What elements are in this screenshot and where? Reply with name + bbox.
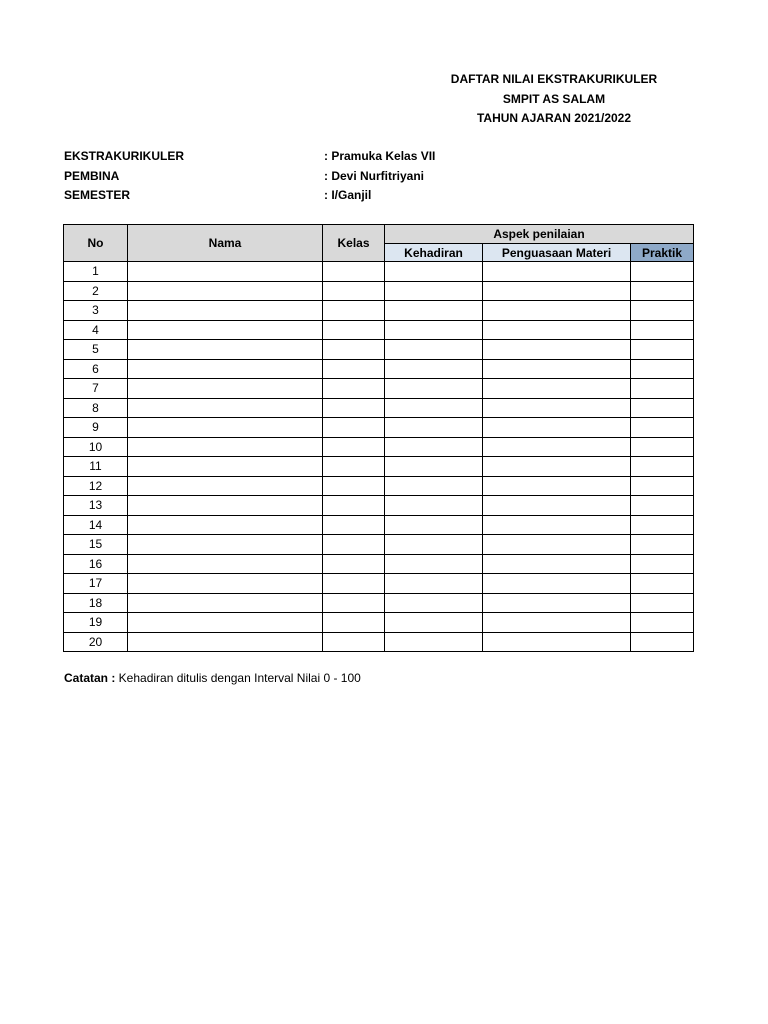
cell-no: 12 xyxy=(64,476,128,496)
table-row xyxy=(64,574,694,594)
table-row xyxy=(64,515,694,535)
document-title xyxy=(408,70,700,129)
cell-penguasaan-materi[interactable] xyxy=(483,379,631,399)
table-row xyxy=(64,320,694,340)
note-text: Kehadiran ditulis dengan Interval Nilai 0 - 100 xyxy=(115,671,361,685)
table-row xyxy=(64,632,694,652)
cell-praktik[interactable] xyxy=(631,613,694,633)
cell-penguasaan-materi[interactable] xyxy=(483,418,631,438)
cell-no: 7 xyxy=(64,379,128,399)
cell-kehadiran[interactable] xyxy=(385,457,483,477)
cell-kelas[interactable] xyxy=(323,340,385,360)
cell-kelas[interactable] xyxy=(323,574,385,594)
table-row xyxy=(64,476,694,496)
table-row xyxy=(64,262,694,282)
cell-no: 15 xyxy=(64,535,128,555)
cell-kehadiran[interactable] xyxy=(385,379,483,399)
cell-penguasaan-materi[interactable] xyxy=(483,593,631,613)
cell-praktik[interactable] xyxy=(631,593,694,613)
cell-penguasaan-materi[interactable] xyxy=(483,535,631,555)
cell-kehadiran[interactable] xyxy=(385,632,483,652)
cell-no: 4 xyxy=(64,320,128,340)
table-row xyxy=(64,457,694,477)
cell-kehadiran[interactable] xyxy=(385,320,483,340)
cell-penguasaan-materi[interactable] xyxy=(483,320,631,340)
cell-kelas[interactable] xyxy=(323,262,385,282)
cell-kelas[interactable] xyxy=(323,535,385,555)
cell-nama[interactable] xyxy=(128,574,323,594)
cell-nama[interactable] xyxy=(128,379,323,399)
meta-value: : Pramuka Kelas VII xyxy=(324,149,436,163)
cell-kelas[interactable] xyxy=(323,632,385,652)
cell-penguasaan-materi[interactable] xyxy=(483,262,631,282)
cell-nama[interactable] xyxy=(128,476,323,496)
meta-row-pembina xyxy=(64,167,524,187)
meta-row-semester xyxy=(64,186,524,206)
cell-kelas[interactable] xyxy=(323,613,385,633)
cell-no: 8 xyxy=(64,398,128,418)
cell-penguasaan-materi[interactable] xyxy=(483,476,631,496)
cell-kehadiran[interactable] xyxy=(385,613,483,633)
table-row xyxy=(64,398,694,418)
table-row xyxy=(64,379,694,399)
cell-kelas[interactable] xyxy=(323,496,385,516)
cell-penguasaan-materi[interactable] xyxy=(483,281,631,301)
table-row xyxy=(64,613,694,633)
cell-praktik[interactable] xyxy=(631,340,694,360)
cell-nama[interactable] xyxy=(128,535,323,555)
cell-nama[interactable] xyxy=(128,515,323,535)
cell-kelas[interactable] xyxy=(323,359,385,379)
cell-penguasaan-materi[interactable] xyxy=(483,554,631,574)
cell-kelas[interactable] xyxy=(323,320,385,340)
cell-praktik[interactable] xyxy=(631,379,694,399)
note-label: Catatan : xyxy=(64,671,116,685)
cell-no: 5 xyxy=(64,340,128,360)
cell-no: 2 xyxy=(64,281,128,301)
cell-kelas[interactable] xyxy=(323,301,385,321)
cell-praktik[interactable] xyxy=(631,515,694,535)
cell-nama[interactable] xyxy=(128,613,323,633)
meta-value: : I/Ganjil xyxy=(324,188,372,202)
meta-label: EKSTRAKURIKULER xyxy=(64,149,184,163)
cell-praktik[interactable] xyxy=(631,535,694,555)
table-row xyxy=(64,593,694,613)
cell-penguasaan-materi[interactable] xyxy=(483,496,631,516)
cell-penguasaan-materi[interactable] xyxy=(483,613,631,633)
cell-kehadiran[interactable] xyxy=(385,437,483,457)
cell-no: 18 xyxy=(64,593,128,613)
cell-no: 16 xyxy=(64,554,128,574)
cell-kelas[interactable] xyxy=(323,379,385,399)
meta-label: SEMESTER xyxy=(64,188,131,202)
cell-nama[interactable] xyxy=(128,457,323,477)
cell-kelas[interactable] xyxy=(323,457,385,477)
header-aspek-penilaian: Aspek penilaian xyxy=(385,225,694,244)
cell-nama[interactable] xyxy=(128,418,323,438)
cell-nama[interactable] xyxy=(128,281,323,301)
cell-praktik[interactable] xyxy=(631,632,694,652)
cell-kehadiran[interactable] xyxy=(385,418,483,438)
cell-kehadiran[interactable] xyxy=(385,515,483,535)
cell-kehadiran[interactable] xyxy=(385,554,483,574)
cell-penguasaan-materi[interactable] xyxy=(483,632,631,652)
cell-kehadiran[interactable] xyxy=(385,340,483,360)
cell-kehadiran[interactable] xyxy=(385,281,483,301)
cell-nama[interactable] xyxy=(128,359,323,379)
table-row xyxy=(64,359,694,379)
cell-penguasaan-materi[interactable] xyxy=(483,398,631,418)
cell-no: 3 xyxy=(64,301,128,321)
cell-penguasaan-materi[interactable] xyxy=(483,437,631,457)
cell-nama[interactable] xyxy=(128,320,323,340)
cell-kelas[interactable] xyxy=(323,281,385,301)
cell-praktik[interactable] xyxy=(631,281,694,301)
header-nama: Nama xyxy=(128,225,323,262)
cell-praktik[interactable] xyxy=(631,496,694,516)
cell-kehadiran[interactable] xyxy=(385,398,483,418)
cell-kelas[interactable] xyxy=(323,515,385,535)
cell-kehadiran[interactable] xyxy=(385,574,483,594)
score-table xyxy=(63,224,694,652)
cell-no: 9 xyxy=(64,418,128,438)
cell-no: 17 xyxy=(64,574,128,594)
cell-penguasaan-materi[interactable] xyxy=(483,574,631,594)
title-line-1: DAFTAR NILAI EKSTRAKURIKULER xyxy=(450,72,658,86)
cell-kehadiran[interactable] xyxy=(385,359,483,379)
cell-kelas[interactable] xyxy=(323,437,385,457)
table-row xyxy=(64,437,694,457)
cell-kelas[interactable] xyxy=(323,476,385,496)
cell-praktik[interactable] xyxy=(631,437,694,457)
cell-kehadiran[interactable] xyxy=(385,262,483,282)
cell-kehadiran[interactable] xyxy=(385,301,483,321)
meta-info xyxy=(64,147,524,206)
cell-praktik[interactable] xyxy=(631,476,694,496)
cell-praktik[interactable] xyxy=(631,359,694,379)
cell-nama[interactable] xyxy=(128,340,323,360)
cell-kelas[interactable] xyxy=(323,398,385,418)
title-line-2: SMPIT AS SALAM xyxy=(502,91,606,106)
cell-kehadiran[interactable] xyxy=(385,593,483,613)
cell-no: 6 xyxy=(64,359,128,379)
table-row xyxy=(64,301,694,321)
cell-nama[interactable] xyxy=(128,496,323,516)
header-praktik: Praktik xyxy=(631,244,694,262)
table-row xyxy=(64,418,694,438)
cell-kehadiran[interactable] xyxy=(385,535,483,555)
meta-value: : Devi Nurfitriyani xyxy=(324,168,425,183)
cell-praktik[interactable] xyxy=(631,457,694,477)
cell-praktik[interactable] xyxy=(631,574,694,594)
cell-penguasaan-materi[interactable] xyxy=(483,457,631,477)
cell-no: 14 xyxy=(64,515,128,535)
cell-no: 1 xyxy=(64,262,128,282)
cell-penguasaan-materi[interactable] xyxy=(483,359,631,379)
note xyxy=(64,671,361,685)
cell-no: 10 xyxy=(64,437,128,457)
header-no: No xyxy=(64,225,128,262)
table-body xyxy=(64,262,694,652)
cell-praktik[interactable] xyxy=(631,301,694,321)
cell-no: 11 xyxy=(64,457,128,477)
cell-nama[interactable] xyxy=(128,262,323,282)
header-kehadiran: Kehadiran xyxy=(385,244,483,262)
cell-no: 13 xyxy=(64,496,128,516)
cell-kehadiran[interactable] xyxy=(385,476,483,496)
cell-praktik[interactable] xyxy=(631,554,694,574)
cell-kehadiran[interactable] xyxy=(385,496,483,516)
cell-praktik[interactable] xyxy=(631,418,694,438)
table-row xyxy=(64,554,694,574)
cell-no: 19 xyxy=(64,613,128,633)
cell-praktik[interactable] xyxy=(631,320,694,340)
meta-label: PEMBINA xyxy=(64,168,120,183)
cell-nama[interactable] xyxy=(128,437,323,457)
cell-praktik[interactable] xyxy=(631,262,694,282)
header-kelas: Kelas xyxy=(323,225,385,262)
cell-penguasaan-materi[interactable] xyxy=(483,340,631,360)
meta-row-ekstrakurikuler xyxy=(64,147,524,167)
cell-nama[interactable] xyxy=(128,593,323,613)
cell-penguasaan-materi[interactable] xyxy=(483,515,631,535)
table-row xyxy=(64,535,694,555)
cell-praktik[interactable] xyxy=(631,398,694,418)
cell-nama[interactable] xyxy=(128,554,323,574)
header-penguasaan-materi: Penguasaan Materi xyxy=(483,244,631,262)
title-line-3: TAHUN AJARAN 2021/2022 xyxy=(476,111,632,125)
table-row xyxy=(64,340,694,360)
cell-kelas[interactable] xyxy=(323,418,385,438)
cell-nama[interactable] xyxy=(128,632,323,652)
cell-no: 20 xyxy=(64,632,128,652)
cell-kelas[interactable] xyxy=(323,593,385,613)
cell-penguasaan-materi[interactable] xyxy=(483,301,631,321)
cell-kelas[interactable] xyxy=(323,554,385,574)
cell-nama[interactable] xyxy=(128,398,323,418)
table-row xyxy=(64,281,694,301)
table-row xyxy=(64,496,694,516)
cell-nama[interactable] xyxy=(128,301,323,321)
